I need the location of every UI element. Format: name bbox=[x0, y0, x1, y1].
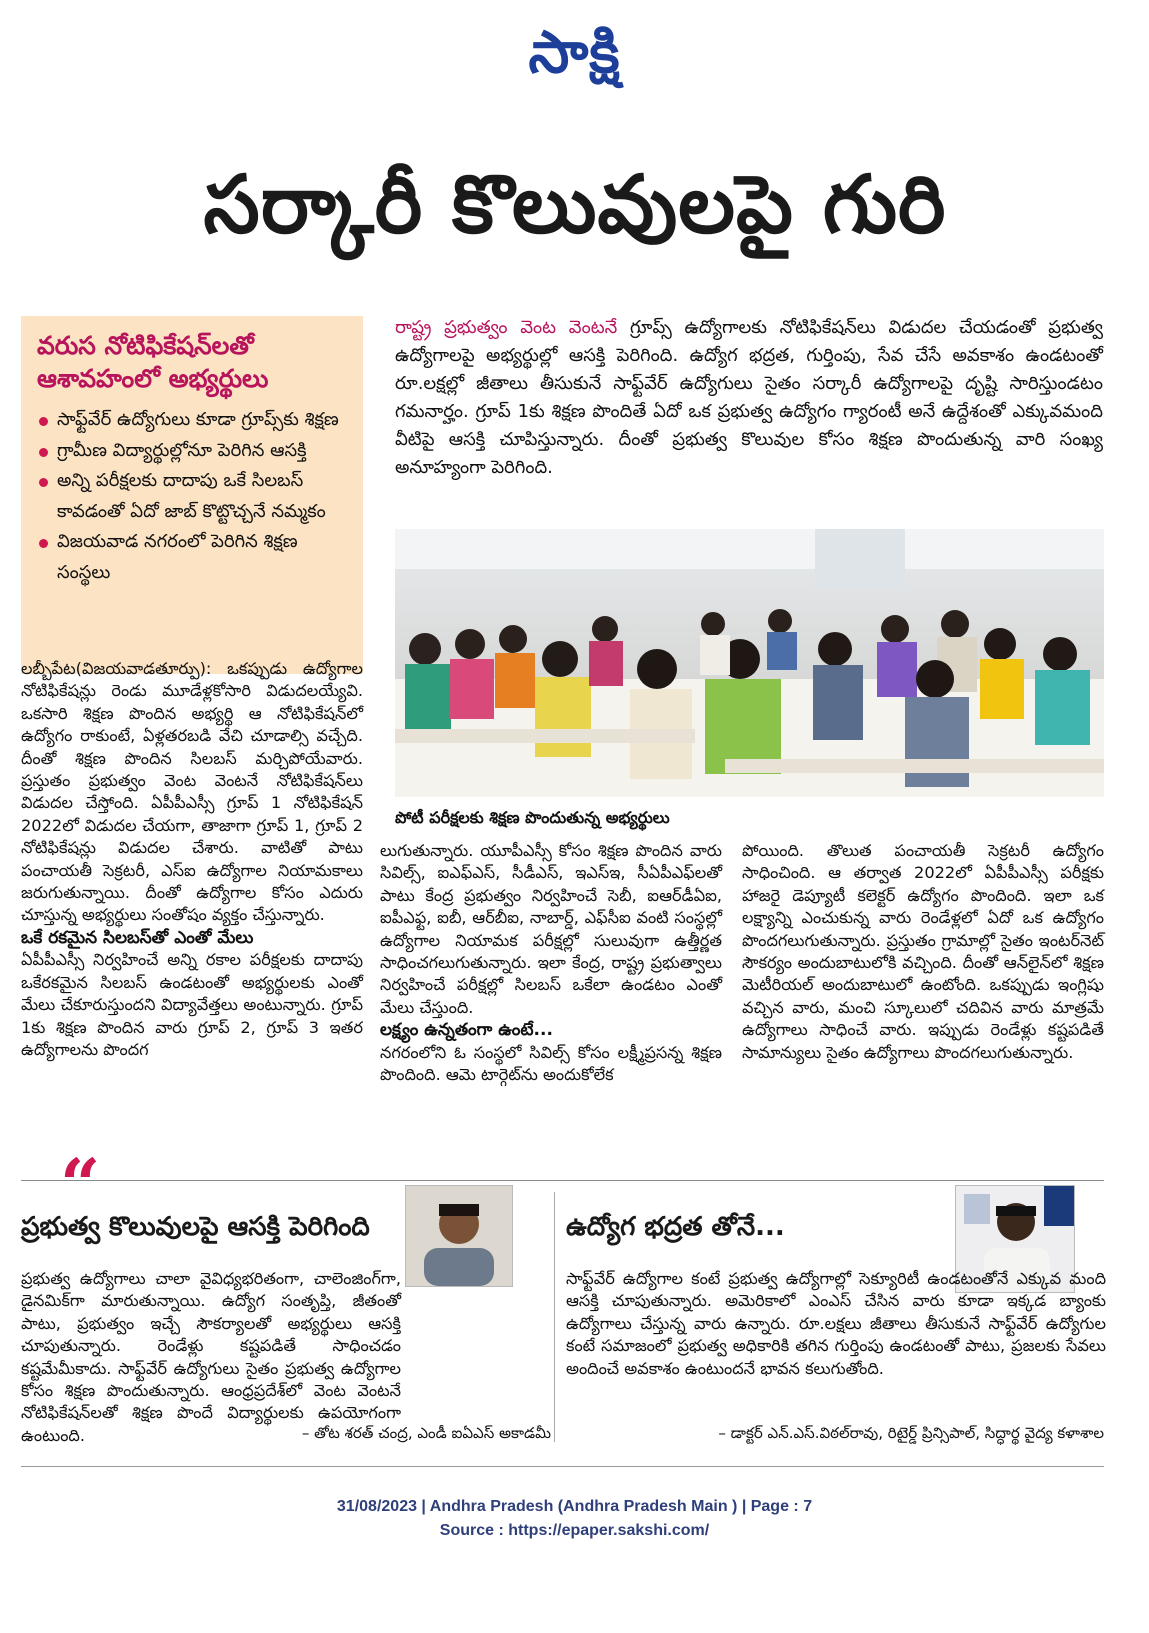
highlight-item: విజయవాడ నగరంలో పెరిగిన శిక్షణ సంస్థలు bbox=[37, 527, 353, 588]
column-1 bbox=[21, 658, 363, 1061]
portrait-sarath bbox=[405, 1185, 513, 1287]
lead-intro: రాష్ట్ర ప్రభుత్వం వెంట వెంటనే bbox=[395, 317, 618, 338]
headline: సర్కారీ కొలువులపై గురి bbox=[203, 157, 947, 251]
col2-paragraph-2: నగరంలోని ఓ సంస్థలో సివిల్స్ కోసం లక్ష్మీప్రసన్న శిక్షణ పొందింది. ఆమె టార్గెట్‌ను అందుకోలేక bbox=[380, 1042, 722, 1085]
lead-paragraph bbox=[395, 314, 1103, 482]
col2-subheading: లక్ష్యం ఉన్నతంగా ఉంటే... bbox=[380, 1020, 553, 1041]
column-3 bbox=[742, 840, 1104, 1064]
quote-icon: “ bbox=[60, 1143, 101, 1226]
photo-illustration bbox=[395, 529, 1104, 797]
highlights-title: వరుస నోటిఫికేషన్‌లతో ఆశావహంలో అభ్యర్థులు bbox=[37, 331, 269, 393]
col2-paragraph-1: లుగుతున్నారు. యూపీఎస్సీ కోసం శిక్షణ పొందిన వారు సివిల్స్, ఐఎఫ్‌ఎస్, సీడీఎస్, ఇఎస్ఇ, సీఏపీఎఫ్‌లతో పాటు కేంద్ర ప్రభుత్వం నిర్వహించే సెబీ, ఐఆర్‌డీఏఐ, ఐపీఎఫ్ట, ఐబీ, ఆర్‌బీఐ, నాబార్డ్, ఎఫ్‌సీఐ వంటి సంస్థల్లో ఉద్యోగాల నియామక పరీక్షల్లో సులువుగా ఉత్తీర్ణత సాధించగలుగుతున్నారు. ఇలా కేంద్ర, రాష్ట్ర ప్రభుత్వాలు నిర్వహించే పరీక్షల్లో సిలబస్ ఒకేలా ఉండటం ఎంతో మేలు చేస్తుంది. bbox=[380, 841, 722, 1017]
right-quote-text: సాఫ్ట్‌వేర్ ఉద్యోగాల కంటే ప్రభుత్వ ఉద్యోగాల్లో సెక్యూరిటీ ఉండటంతోనే ఎక్కువ మంది ఆసక్తి చూపుతున్నారు. అమెరికాలో ఎంఎస్ చేసిన వారు కూడా ఇక్కడ బ్యాంకు ఉద్యోగాలు చేస్తున్న వారు ఉన్నారు. రూ.లక్షలు జీతాలు తీసుకునే సాఫ్ట్‌వేర్ ఉద్యోగుల కంటే సమాజంలో ప్రభుత్వ అధికారికి తగిన గుర్తింపు ఉండటంతో పాటు, ప్రజలకు సేవలు అందించే అవకాశం ఉంటుందనే భావన కలుగుతోంది. bbox=[566, 1269, 1106, 1378]
highlight-item: సాఫ్ట్‌వేర్ ఉద్యోగులు కూడా గ్రూప్స్‌కు శిక్షణ bbox=[37, 405, 353, 436]
section-divider bbox=[21, 1180, 1104, 1181]
masthead-logo: సాక్షి bbox=[528, 18, 621, 86]
left-quote-text: ప్రభుత్వ ఉద్యోగాలు చాలా వైవిధ్యభరితంగా, చాలెంజింగ్‌గా, డైనమిక్‌గా మారుతున్నాయి. ఉద్యోగ సంతృప్తి, జీతంతో పాటు, ప్రభుత్వం ఇచ్చే సౌకర్యాలతో అభ్యర్థులు ఆసక్తి చూపుతున్నారు. రెండేళ్లు కష్టపడితే సాధించడం కష్టమేమీకాదు. సాఫ్ట్‌వేర్ ఉద్యోగులు సైతం ప్రభుత్వ ఉద్యోగాల కోసం శిక్షణ పొందుతున్నారు. ఆంధ్రప్రదేశ్‌లో వెంట వెంటనే నోటిఫికేషన్‌లతో శిక్షణ పొందే విద్యార్థులకు ఉపయోగంగా ఉంటుంది. bbox=[21, 1269, 401, 1445]
quote-divider bbox=[554, 1192, 555, 1442]
right-quote-title: ఉద్యోగ భద్రత తోనే... bbox=[566, 1212, 785, 1242]
students-exam-photo bbox=[395, 529, 1104, 797]
column-2 bbox=[380, 840, 722, 1086]
portrait-icon bbox=[406, 1186, 512, 1286]
highlights-list bbox=[21, 405, 363, 589]
col1-paragraph-2: ఏపీపీఎస్సీ నిర్వహించే అన్ని రకాల పరీక్షలకు దాదాపు ఒకేరకమైన సిలబస్ ఉండటంతో అభ్యర్థులకు ఎంతో మేలు చేకూరుస్తుందని విద్యావేత్తలు అంటున్నారు. గ్రూప్ 1కు శిక్షణ పొందిన వారు గ్రూప్ 2, గ్రూప్ 3 ఇతర ఉద్యోగాలను పొందగ bbox=[21, 950, 363, 1059]
lead-text: గ్రూప్స్ ఉద్యోగాలకు నోటిఫికేషన్‌లు విడుదల చేయడంతో ప్రభుత్వ ఉద్యోగాలపై అభ్యర్థుల్లో ఆసక్తి పెరిగింది. ఉద్యోగ భద్రత, గుర్తింపు, సేవ చేసే అవకాశం ఉండటంతో రూ.లక్షల్లో జీతాలు తీసుకునే సాఫ్ట్‌వేర్ ఉద్యోగులు సైతం సర్కారీ ఉద్యోగాలపై దృష్టి సారిస్తుండటం గమనార్హం. గ్రూప్ 1కు శిక్షణ పొందితే ఏదో ఒక ప్రభుత్వ ఉద్యోగం గ్యారంటీ అనే ఉద్దేశంతో ఎక్కువమంది వీటిపై ఆసక్తి చూపిస్తున్నారు. దీంతో ప్రభుత్వ కొలువుల కోసం శిక్షణ పొందుతున్న వారి సంఖ్య అనూహ్యంగా పెరిగింది. bbox=[395, 317, 1103, 478]
col1-paragraph-1: లబ్బీపేట(విజయవాడతూర్పు): ఒకప్పుడు ఉద్యోగాల నోటిఫికేషన్లు రెండు మూడేళ్లకోసారి విడుదలయ్యేవి. ఒకసారి శిక్షణ పొందిన అభ్యర్థి ఆ నోటిఫికేషన్‌లో ఉద్యోగం రాకుంటే, ఏళ్లతరబడి వేచి చూడాల్సి వచ్చేది. దీంతో శిక్షణ పొందిన సిలబస్ మర్చిపోయేవారు. ప్రస్తుతం ప్రభుత్వం వెంట వెంటనే నోటిఫికేషన్‌లు విడుదల చేస్తోంది. ఏపీపీఎస్సీ గ్రూప్ 1 నోటిఫికేషన్ 2022లో విడుదల చేయగా, తాజాగా గ్రూప్ 1, గ్రూప్ 2 నోటిఫికేషన్లు విడుదల చేశారు. వాటితో పాటు పంచాయతీ సెక్రటరీ, ఎస్‌ఐ ఉద్యోగాల నియామకాలు జరుగుతున్నాయి. దీంతో ఉద్యోగాల కోసం ఎదురు చూస్తున్న అభ్యర్థులు సంతోషం వ్యక్తం చేస్తున్నారు. bbox=[21, 659, 363, 925]
highlight-item: అన్ని పరీక్షలకు దాదాపు ఒకే సిలబస్ కావడంతో ఏదో జాబ్ కొట్టొచ్చనే నమ్మకం bbox=[37, 466, 353, 527]
footer-date-edition: 31/08/2023 | Andhra Pradesh (Andhra Pradesh Main ) | Page : 7 bbox=[336, 1498, 813, 1515]
footer-source-link[interactable]: Source : https://epaper.sakshi.com/ bbox=[439, 1522, 710, 1539]
photo-caption: పోటీ పరీక్షలకు శిక్షణ పొందుతున్న అభ్యర్థులు bbox=[395, 808, 670, 827]
left-quote-signature: – తోట శరత్ చంద్ర, ఎండీ ఐఏఎస్ అకాడమీ bbox=[301, 1424, 551, 1442]
right-quote-signature: – డాక్టర్ ఎన్.ఎస్.విఠల్‌రావు, రిటైర్డ్ ప్రిన్సిపాల్, సిద్ధార్థ వైద్య కళాశాల bbox=[718, 1424, 1104, 1442]
highlight-item: గ్రామీణ విద్యార్థుల్లోనూ పెరిగిన ఆసక్తి bbox=[37, 436, 353, 467]
left-quote-title: ప్రభుత్వ కొలువులపై ఆసక్తి పెరిగింది bbox=[21, 1212, 370, 1242]
footer-divider bbox=[21, 1466, 1104, 1467]
highlights-box bbox=[21, 316, 363, 674]
col3-paragraph-1: పోయింది. తొలుత పంచాయతీ సెక్రటరీ ఉద్యోగం సాధించింది. ఆ తర్వాత 2022లో ఏపీపీఎస్సీ పరీక్షకు హాజరై డెప్యూటీ కలెక్టర్ ఉద్యోగం పొందింది. ఇలా ఒక లక్ష్యాన్ని ఎంచుకున్న వారు రెండేళ్లలో ఏదో ఒక ఉద్యోగం పొందగలుగుతున్నారు. ప్రస్తుతం గ్రామాల్లో సైతం ఇంటర్‌నెట్ సౌకర్యం అందుబాటులోకి వచ్చింది. దీంతో ఆన్‌లైన్‌లో శిక్షణ మెటీరియల్ అందుబాటులో ఉంటోంది. ఒకప్పుడు ఇంగ్లిషు వచ్చిన వారు, మంచి స్కూలులో చదివిన వారు మాత్రమే ఉద్యోగాలు సాధించే వారు. ఇప్పుడు రెండేళ్లు కష్టపడితే సామాన్యులు సైతం ఉద్యోగాలు పొందగలుగుతున్నారు. bbox=[742, 841, 1104, 1062]
col1-subheading: ఒకే రకమైన సిలబస్‌తో ఎంతో మేలు bbox=[21, 927, 254, 948]
